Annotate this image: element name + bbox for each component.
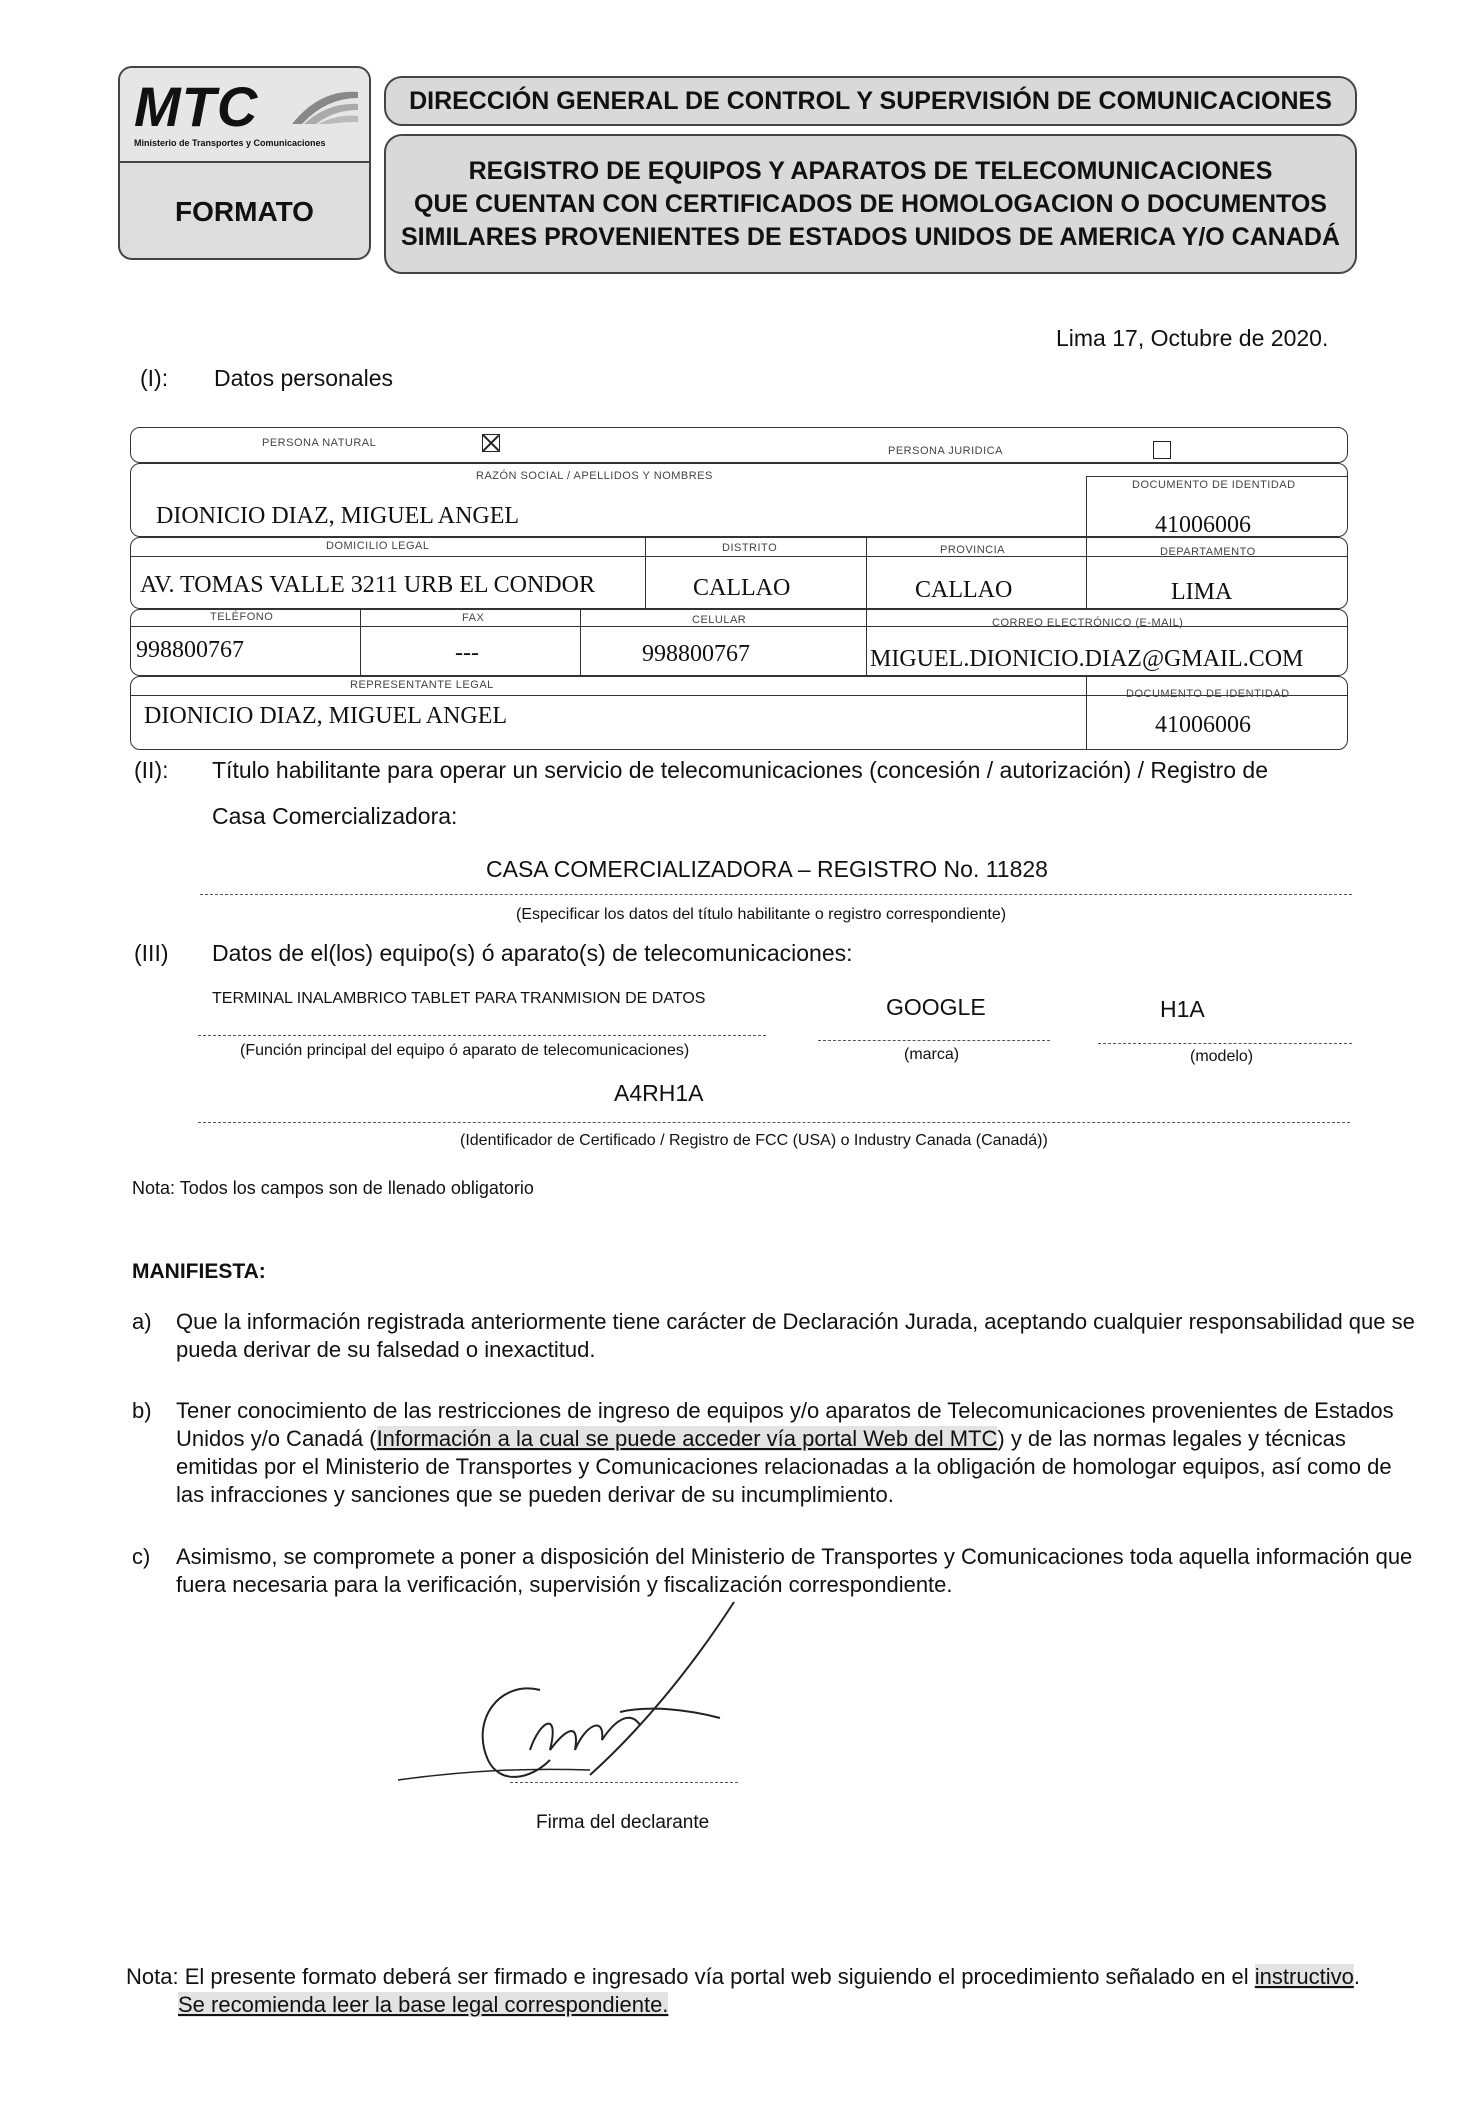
rep-doc-label: DOCUMENTO DE IDENTIDAD — [1126, 688, 1290, 700]
representante-label: REPRESENTANTE LEGAL — [350, 679, 494, 691]
titulo-habilitante-value: CASA COMERCIALIZADORA – REGISTRO No. 11828 — [486, 856, 1048, 882]
section1-title: Datos personales — [214, 365, 393, 391]
note-fields: Nota: Todos los campos son de llenado obligatorio — [132, 1178, 534, 1198]
form-title-banner — [384, 134, 1357, 274]
signature-line — [510, 1782, 738, 1783]
instructivo-link[interactable]: instructivo — [1254, 1964, 1354, 1989]
correo-value: MIGUEL.DIONICIO.DIAZ@GMAIL.COM — [870, 646, 1304, 672]
modelo-value: H1A — [1160, 996, 1205, 1022]
persona-natural-label: PERSONA NATURAL — [262, 437, 377, 449]
item-b-letter: b) — [132, 1398, 152, 1423]
logo-text: MTC — [134, 75, 259, 138]
footer-line1 — [126, 1963, 1360, 1991]
manifiesta-title: MANIFIESTA: — [132, 1260, 266, 1283]
distrito-value: CALLAO — [693, 575, 791, 601]
item-c-text — [176, 1543, 1412, 1599]
item-c-line2: fuera necesaria para la verificación, supervisión y fiscalización correspondiente. — [176, 1572, 953, 1597]
item-b-line3: emitidas por el Ministerio de Transportes y Comunicaciones relacionadas a la obligación de homologar equipos, así como de — [176, 1454, 1392, 1479]
marca-value: GOOGLE — [886, 994, 986, 1020]
celular-label: CELULAR — [692, 614, 747, 626]
departamento-label: DEPARTAMENTO — [1160, 546, 1256, 558]
item-a-line2: pueda derivar de su falsedad o inexactitud. — [176, 1337, 596, 1362]
item-a-text — [176, 1308, 1415, 1364]
fax-label: FAX — [462, 612, 485, 624]
divider — [1086, 476, 1087, 537]
formato-label: FORMATO — [175, 195, 314, 227]
persona-juridica-checkbox[interactable] — [1153, 441, 1171, 459]
divider — [1086, 476, 1348, 477]
titulo-habilitante-caption: (Especificar los datos del título habilitante o registro correspondiente) — [516, 906, 1007, 923]
domicilio-value: AV. TOMAS VALLE 3211 URB EL CONDOR — [140, 572, 595, 598]
divider — [580, 609, 581, 676]
marca-line — [818, 1040, 1050, 1041]
directorate-banner: DIRECCIÓN GENERAL DE CONTROL Y SUPERVISIÓN DE COMUNICACIONES — [384, 76, 1357, 126]
provincia-label: PROVINCIA — [940, 544, 1006, 556]
divider — [1086, 676, 1087, 750]
footer-line1-post: . — [1353, 1964, 1360, 1989]
fax-value: --- — [455, 640, 479, 666]
section2-title-line1: Título habilitante para operar un servicio de telecomunicaciones (concesión / autorización) / Registro de — [212, 757, 1269, 783]
funcion-caption: (Función principal del equipo ó aparato de telecomunicaciones) — [240, 1042, 690, 1059]
mtc-portal-link[interactable]: Información a la cual se puede acceder vía portal Web del MTC — [376, 1426, 998, 1451]
base-legal-link[interactable]: Se recomienda leer la base legal correspondiente. — [178, 1992, 669, 2017]
form-title-line2: QUE CUENTAN CON CERTIFICADOS DE HOMOLOGACION O DOCUMENTOS — [414, 189, 1327, 218]
logo-subtitle: Ministerio de Transportes y Comunicaciones — [134, 138, 326, 148]
item-c-line1: Asimismo, se compromete a poner a disposición del Ministerio de Transportes y Comunicaciones toda aquella información que — [176, 1544, 1413, 1569]
item-a-line1: Que la información registrada anteriormente tiene carácter de Declaración Jurada, aceptando cualquier responsabilidad que se — [176, 1309, 1415, 1334]
domicilio-label: DOMICILIO LEGAL — [326, 540, 430, 552]
representante-value: DIONICIO DIAZ, MIGUEL ANGEL — [144, 703, 508, 729]
item-b-text — [176, 1397, 1394, 1509]
divider — [1086, 537, 1087, 609]
provincia-value: CALLAO — [915, 577, 1013, 603]
celular-value: 998800767 — [642, 641, 750, 667]
form-title-line1: REGISTRO DE EQUIPOS Y APARATOS DE TELECOMUNICACIONES — [468, 156, 1273, 185]
funcion-value: TERMINAL INALAMBRICO TABLET PARA TRANMISION DE DATOS — [212, 990, 706, 1007]
divider — [645, 537, 646, 609]
certificado-caption: (Identificador de Certificado / Registro de FCC (USA) o Industry Canada (Canadá)) — [460, 1132, 1048, 1149]
certificado-value: A4RH1A — [614, 1080, 704, 1106]
form-title-line3: SIMILARES PROVENIENTES DE ESTADOS UNIDOS DE AMERICA Y/O CANADÁ — [401, 222, 1340, 251]
section3-number: (III) — [134, 940, 169, 966]
divider — [866, 537, 867, 609]
divider — [360, 609, 361, 676]
doc-identidad-value: 41006006 — [1155, 512, 1251, 538]
modelo-line — [1098, 1043, 1352, 1044]
signature-label: Firma del declarante — [536, 1812, 710, 1833]
telefono-label: TELÉFONO — [210, 611, 274, 623]
section2-number: (II): — [134, 757, 169, 783]
item-b-line2 — [176, 1425, 1394, 1453]
section1-number: (I): — [140, 365, 169, 391]
modelo-caption: (modelo) — [1190, 1048, 1254, 1065]
section2-title-line2: Casa Comercializadora: — [212, 803, 458, 829]
persona-natural-checkbox[interactable] — [482, 434, 500, 452]
item-c-letter: c) — [132, 1544, 151, 1569]
razon-social-value: DIONICIO DIAZ, MIGUEL ANGEL — [156, 503, 520, 529]
marca-caption: (marca) — [904, 1046, 960, 1063]
section3-title: Datos de el(los) equipo(s) ó aparato(s) de telecomunicaciones: — [212, 940, 853, 966]
departamento-value: LIMA — [1171, 579, 1233, 605]
funcion-line — [198, 1035, 766, 1036]
footer-line1-pre: Nota: El presente formato deberá ser firmado e ingresado vía portal web siguiendo el procedimiento señalado en el — [126, 1964, 1255, 1989]
item-b-line1: Tener conocimiento de las restricciones de ingreso de equipos y/o aparatos de Telecomunicaciones provenientes de Estados — [176, 1398, 1394, 1423]
titulo-habilitante-line — [200, 894, 1352, 895]
persona-juridica-label: PERSONA JURIDICA — [888, 445, 1003, 457]
doc-identidad-label: DOCUMENTO DE IDENTIDAD — [1132, 479, 1296, 491]
document-date: Lima 17, Octubre de 2020. — [1056, 325, 1329, 351]
item-b-line2-pre: Unidos y/o Canadá ( — [176, 1426, 377, 1451]
razon-social-label: RAZÓN SOCIAL / APELLIDOS Y NOMBRES — [476, 470, 713, 482]
telefono-value: 998800767 — [136, 637, 244, 663]
item-b-line4: las infracciones y sanciones que se pueden derivar de su incumplimiento. — [176, 1482, 894, 1507]
signature-drawing — [390, 1600, 770, 1810]
divider — [866, 609, 867, 676]
mtc-logo-box — [118, 66, 371, 260]
item-a-letter: a) — [132, 1309, 152, 1334]
item-b-line2-post: ) y de las normas legales y técnicas — [997, 1426, 1346, 1451]
correo-label: CORREO ELECTRÓNICO (E-MAIL) — [992, 617, 1184, 629]
mtc-logo — [120, 68, 369, 163]
swoosh-icon — [290, 84, 360, 128]
distrito-label: DISTRITO — [722, 542, 778, 554]
rep-doc-value: 41006006 — [1155, 712, 1251, 738]
certificado-line — [198, 1122, 1350, 1123]
footer-note — [126, 1963, 1360, 2019]
